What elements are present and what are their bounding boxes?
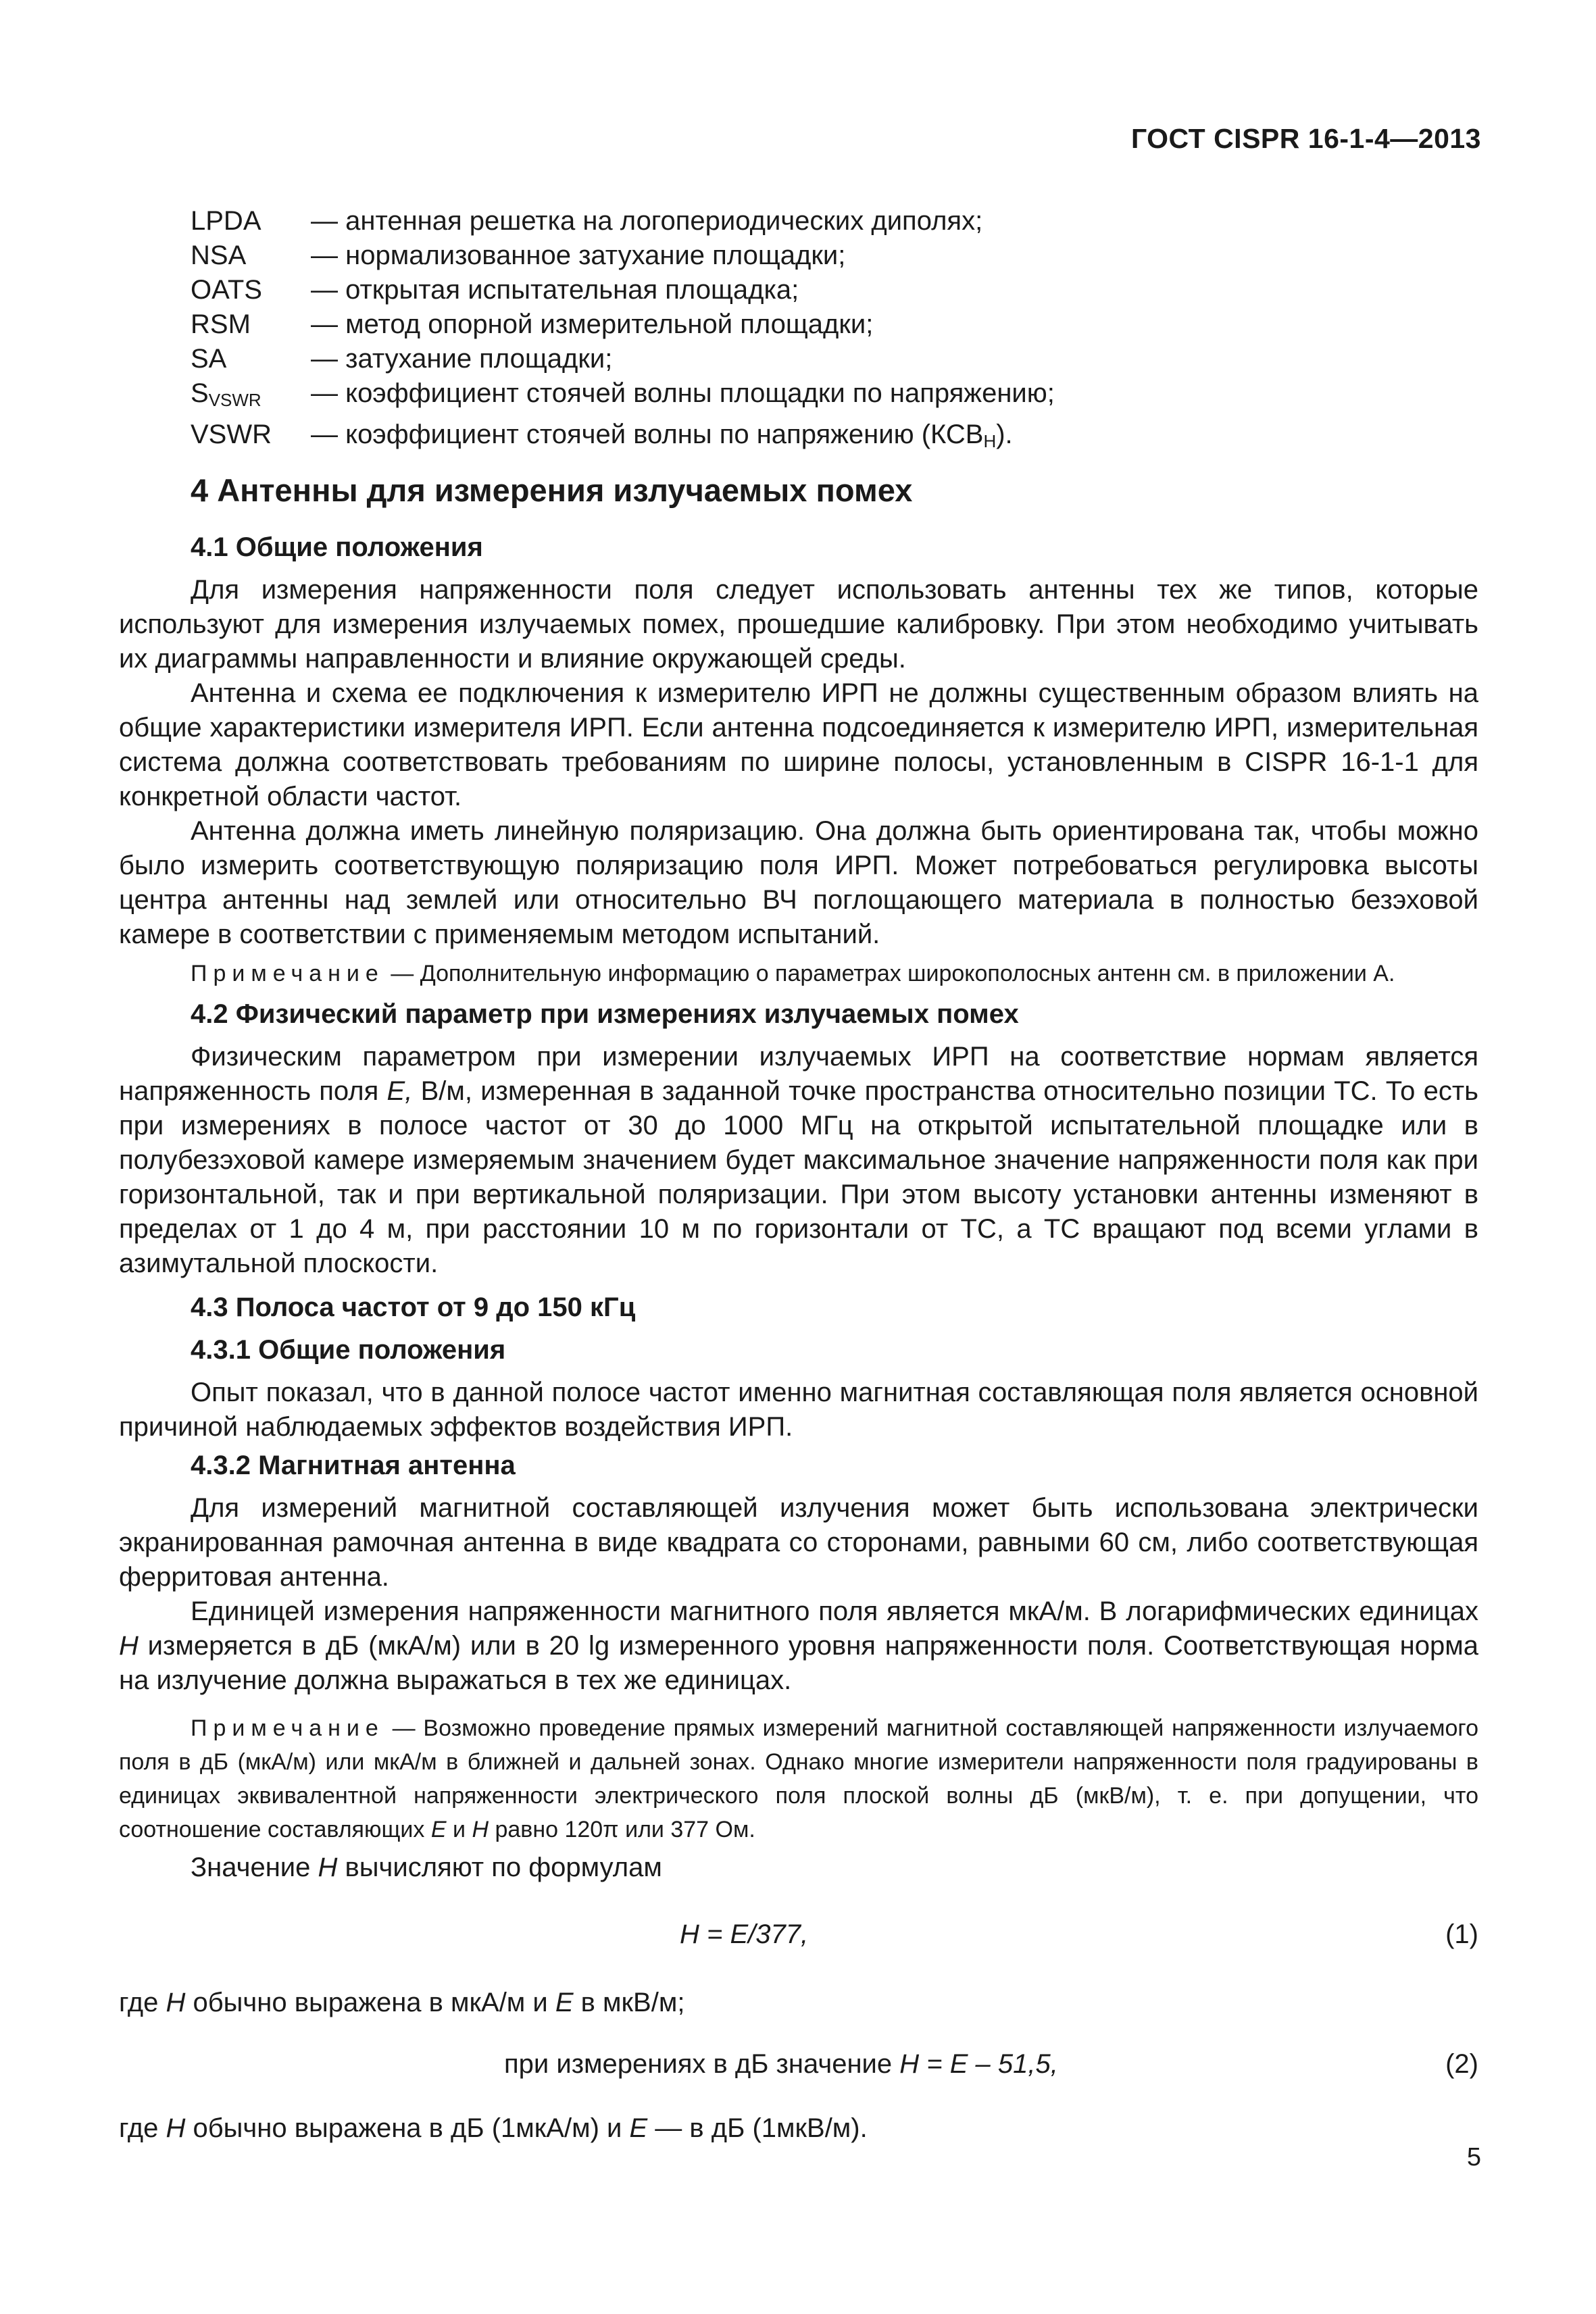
abbreviation-term: NSA xyxy=(191,241,247,270)
formula-number: (1) xyxy=(1445,1919,1478,1949)
section-4-3-heading: 4.3 Полоса частот от 9 до 150 кГц xyxy=(191,1292,636,1322)
definition-subscript: Н xyxy=(983,431,997,451)
paragraph: Антенна должна иметь линейную поляризацию. Она должна быть ориентирована так, чтобы можно было измерить соответствующую поляризацию поля ИРП. Может потребоваться регулировка высоты центра антенны над землей или относительно ВЧ поглощающего материала в полностью безэховой камере в соответствии с применяемым методом испытаний. xyxy=(119,816,1478,949)
abbreviation-row xyxy=(191,238,1055,273)
abbreviation-term: VSWR xyxy=(191,420,272,449)
where-clause: где H обычно выражена в дБ (1мкА/м) и E — в дБ (1мкВ/м). xyxy=(119,2113,868,2143)
abbreviation-term: LPDA xyxy=(191,206,261,236)
abbreviation-row xyxy=(191,342,1055,376)
note-label: Примечание xyxy=(191,1715,384,1741)
paragraph: Физическим параметром при измерении излучаемых ИРП на соответствие нормам является напряженность поля E, В/м, измеренная в заданной точке пространства относительно позиции ТС. То есть при измерениях в полосе частот от 30 до 1000 МГц на открытой испытательной площадке или в полубезэховой камере измеряемым значением будет максимальное значение напряженности поля как при горизонтальной, так и при вертикальной поляризации. При этом высоту установки антенны изменяют в пределах от 1 до 4 м, при расстоянии 10 м по горизонтали от ТС, а ТС вращают под всеми углами в азимутальной плоскости. xyxy=(119,1042,1479,1278)
paragraph: Антенна и схема ее подключения к измерителю ИРП не должны существенным образом влиять на общие характеристики измерителя ИРП. Если антенна подсоединяется к измерителю ИРП, измерительная система должна соответствовать требованиям по ширине полосы, установленным в CISPR 16-1-1 для конкретной области частот. xyxy=(119,678,1478,811)
abbreviation-definition: — антенная решетка на логопериодических диполях; xyxy=(311,206,983,236)
abbreviation-definition: — затухание площадки; xyxy=(311,344,613,374)
abbreviation-definition: — коэффициент стоячей волны по напряжению $(КСВ_Н)$. xyxy=(311,420,1013,451)
abbreviation-row xyxy=(191,273,1055,307)
formula-1 xyxy=(119,1917,1478,1952)
paragraph: Для измерений магнитной составляющей излучения может быть использована электрически экранированная рамочная антенна в виде квадрата со сторонами, равными 60 см, либо соответствующая ферритовая антенна. xyxy=(119,1493,1478,1592)
abbreviation-term: OATS xyxy=(191,275,262,305)
paragraph: Единицей измерения напряженности магнитного поля является мкА/м. В логарифмических единицах H измеряется в дБ (мкА/м) или в 20 lg измеренного уровня напряженности поля. Соответствующая норма на излучение должна выражаться в тех же единицах. xyxy=(119,1596,1478,1695)
document-header: ГОСТ CISPR 16-1-4—2013 xyxy=(1130,123,1481,154)
abbreviation-term: $S_{VSWR}$ xyxy=(191,378,261,410)
formula-expression: при измерениях в дБ значение H = E – 51,5, xyxy=(504,2049,1058,2079)
paragraph: Для измерения напряженности поля следует использовать антенны тех же типов, которые используют для измерения излучаемых помех, прошедшие калибровку. При этом необходимо учитывать их диаграммы направленности и влияние окружающей среды. xyxy=(119,575,1478,674)
note-text: — Дополнительную информацию о параметрах широкополосных антенн см. в приложении А. xyxy=(391,961,1395,986)
variable-h: H xyxy=(318,1853,338,1882)
document-body xyxy=(119,473,1478,2146)
section-4-2-heading: 4.2 Физический параметр при измерениях излучаемых помех xyxy=(191,999,1019,1029)
abbreviations-list xyxy=(191,204,1055,459)
abbreviation-definition: — нормализованное затухание площадки; xyxy=(311,241,846,270)
variable-h: H xyxy=(119,1631,139,1661)
formula-number: (2) xyxy=(1445,2049,1478,2079)
where-clause: где H обычно выражена в мкА/м и E в мкВ/м; xyxy=(119,1988,685,2017)
abbreviation-row xyxy=(191,307,1055,342)
page-number: 5 xyxy=(1466,2143,1481,2171)
abbreviation-definition: — коэффициент стоячей волны площадки по напряжению; xyxy=(311,378,1055,408)
abbreviation-term: SA xyxy=(191,344,227,374)
abbreviation-term: RSM xyxy=(191,309,251,339)
formula-2 xyxy=(119,2047,1478,2082)
variable-e: E xyxy=(430,1817,447,1842)
term-subscript: VSWR xyxy=(208,390,261,410)
note xyxy=(119,957,1478,990)
abbreviation-row xyxy=(191,204,1055,238)
section-4-heading: 4 Антенны для измерения излучаемых помех xyxy=(191,472,913,508)
abbreviation-definition: — метод опорной измерительной площадки; xyxy=(311,309,874,339)
paragraph: Опыт показал, что в данной полосе частот именно магнитная составляющая поля является основной причиной наблюдаемых эффектов воздействия ИРП. xyxy=(119,1378,1478,1442)
paragraph: Значение H вычисляют по формулам xyxy=(191,1853,662,1882)
abbreviation-row xyxy=(191,376,1055,418)
section-4-1-heading: 4.1 Общие положения xyxy=(191,532,483,562)
note: Примечание — Возможно проведение прямых измерений магнитной составляющей напряженности излучаемого поля в дБ (мкА/м) или мкА/м в ближней и дальней зонах. Однако многие измерители напряженности поля градуированы в единицах эквивалентной напряженности электрического поля плоской волны дБ (мкВ/м), т. е. при допущении, что соотношение составляющих E и H равно 120π или 377 Ом. xyxy=(119,1715,1478,1842)
abbreviation-row xyxy=(191,418,1055,459)
variable-e: E, xyxy=(386,1076,413,1106)
formula-expression: H = E/377, xyxy=(680,1919,809,1949)
section-4-3-1-heading: 4.3.1 Общие положения xyxy=(191,1335,506,1365)
abbreviation-definition: — открытая испытательная площадка; xyxy=(311,275,799,305)
note-label: Примечание xyxy=(191,961,384,986)
variable-h: H xyxy=(472,1817,489,1842)
section-4-3-2-heading: 4.3.2 Магнитная антенна xyxy=(191,1451,516,1480)
